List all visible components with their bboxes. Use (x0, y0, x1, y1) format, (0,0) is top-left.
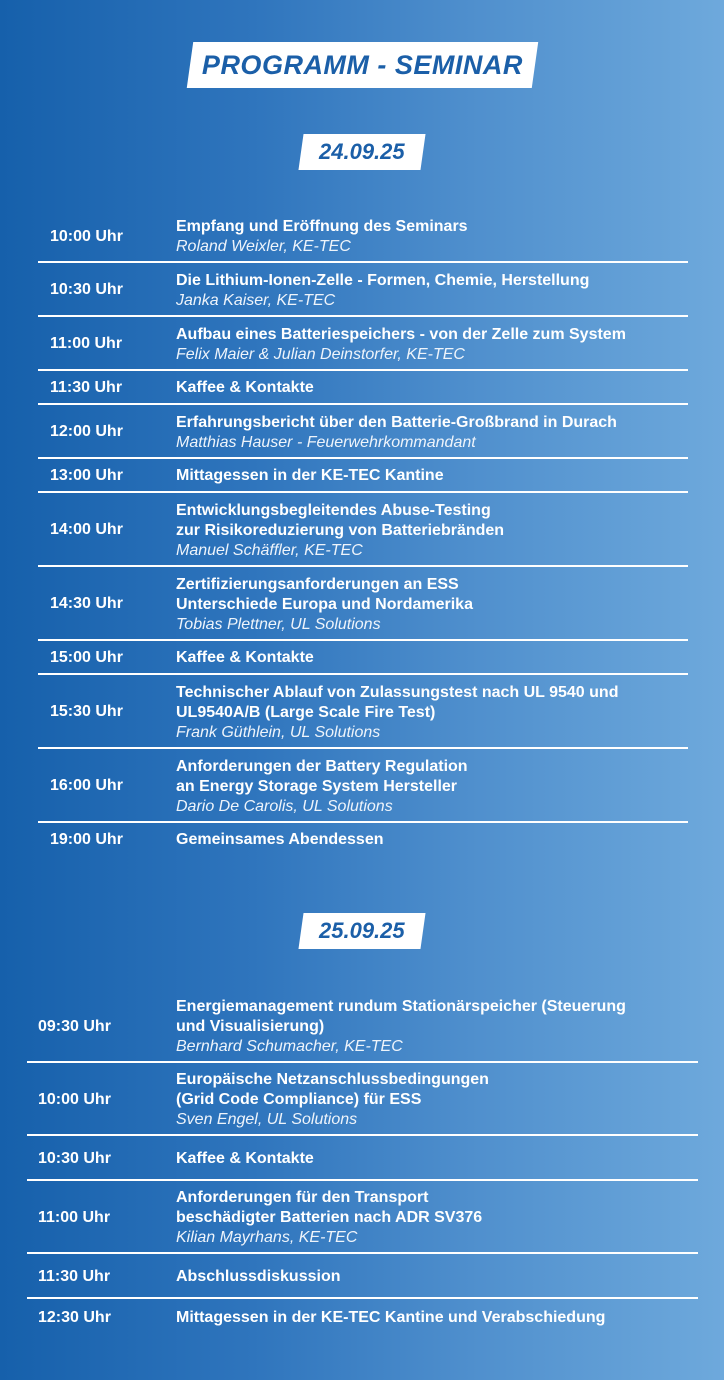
session-speaker: Sven Engel, UL Solutions (176, 1111, 358, 1128)
schedule-row (38, 371, 688, 405)
session-time: 15:00 Uhr (50, 649, 123, 666)
schedule-row (38, 675, 688, 749)
session-content (176, 378, 688, 398)
day2-schedule (27, 990, 698, 1336)
session-time: 10:00 Uhr (50, 227, 123, 245)
session-content (176, 501, 688, 560)
session-speaker: Frank Güthlein, UL Solutions (176, 723, 381, 741)
session-title-line: an Energy Storage System Hersteller (176, 777, 458, 795)
session-time: 11:00 Uhr (50, 335, 123, 352)
session-time: 10:30 Uhr (38, 1149, 111, 1167)
session-content (176, 997, 698, 1056)
session-title-line: Kaffee & Kontakte (176, 379, 314, 396)
session-title-line: Entwicklungsbegleitendes Abuse-Testing (176, 501, 491, 519)
day1-schedule (38, 210, 688, 857)
program-title: PROGRAMM - SEMINAR (202, 49, 523, 80)
session-content (176, 1070, 698, 1129)
session-title-line: Mittagessen in der KE-TEC Kantine (176, 467, 444, 484)
session-title-line: Aufbau eines Batteriespeichers - von der Zelle zum System (176, 325, 626, 343)
session-title-line: Abschlussdiskussion (176, 1267, 341, 1285)
schedule-row (38, 317, 688, 371)
session-time: 09:30 Uhr (38, 1017, 111, 1035)
session-title-line: Kaffee & Kontakte (176, 649, 314, 666)
session-title-line: Unterschiede Europa und Nordamerika (176, 595, 473, 613)
session-content (176, 683, 688, 742)
session-title-line: Energiemanagement rundum Stationärspeicher (Steuerung (176, 998, 626, 1015)
session-time: 11:00 Uhr (38, 1208, 111, 1226)
session-time: 15:30 Uhr (50, 703, 123, 720)
session-speaker: Manuel Schäffler, KE-TEC (176, 541, 363, 559)
session-speaker: Tobias Plettner, UL Solutions (176, 615, 381, 633)
schedule-row (38, 823, 688, 857)
session-content (176, 1188, 698, 1247)
session-title-line: Technischer Ablauf von Zulassungstest nach UL 9540 und (176, 683, 619, 701)
session-title-line: Mittagessen in der KE-TEC Kantine und Verabschiedung (176, 1308, 606, 1326)
program-title-banner (187, 42, 538, 88)
session-time: 16:00 Uhr (50, 777, 123, 794)
session-time: 13:00 Uhr (50, 467, 123, 484)
session-content (176, 325, 688, 364)
session-content (176, 413, 688, 452)
session-title-line: UL9540A/B (Large Scale Fire Test) (176, 703, 436, 721)
session-time: 19:00 Uhr (50, 831, 123, 848)
schedule-row (38, 263, 688, 317)
day1-date-banner (298, 134, 425, 170)
schedule-row (27, 1063, 698, 1136)
session-speaker: Matthias Hauser - Feuerwehrkommandant (176, 433, 476, 451)
schedule-row (27, 1299, 698, 1336)
session-time: 11:30 Uhr (50, 379, 123, 396)
session-content (176, 757, 688, 816)
session-time: 11:30 Uhr (38, 1267, 111, 1285)
session-content (176, 1308, 698, 1328)
session-speaker: Dario De Carolis, UL Solutions (176, 797, 393, 815)
session-title-line: und Visualisierung) (176, 1018, 325, 1035)
schedule-row (38, 641, 688, 675)
session-speaker: Kilian Mayrhans, KE-TEC (176, 1229, 358, 1246)
session-content (176, 575, 688, 634)
session-speaker: Bernhard Schumacher, KE-TEC (176, 1038, 403, 1055)
session-content (176, 466, 688, 486)
session-title-line: Zertifizierungsanforderungen an ESS (176, 575, 459, 593)
schedule-row (38, 210, 688, 263)
schedule-row (27, 1254, 698, 1299)
session-title-line: Gemeinsames Abendessen (176, 831, 384, 848)
session-content (176, 1149, 698, 1169)
schedule-row (27, 1181, 698, 1254)
schedule-row (27, 990, 698, 1063)
session-title-line: Erfahrungsbericht über den Batterie-Großbrand in Durach (176, 413, 617, 431)
schedule-row (38, 749, 688, 823)
session-time: 12:30 Uhr (38, 1308, 111, 1326)
session-content (176, 830, 688, 850)
session-time: 12:00 Uhr (50, 423, 123, 440)
session-title-line: zur Risikoreduzierung von Batteriebränden (176, 521, 505, 539)
day2-date: 25.09.25 (319, 918, 405, 943)
day1-date: 24.09.25 (319, 139, 405, 164)
session-title-line: Europäische Netzanschlussbedingungen (176, 1071, 489, 1088)
session-content (176, 217, 688, 256)
session-title-line: (Grid Code Compliance) für ESS (176, 1091, 422, 1108)
session-speaker: Janka Kaiser, KE-TEC (176, 291, 336, 309)
schedule-row (38, 493, 688, 567)
schedule-row (38, 405, 688, 459)
session-speaker: Roland Weixler, KE-TEC (176, 238, 351, 255)
session-time: 10:00 Uhr (38, 1090, 111, 1108)
session-title-line: Kaffee & Kontakte (176, 1149, 314, 1167)
day2-date-banner (298, 913, 425, 949)
session-title-line: beschädigter Batterien nach ADR SV376 (176, 1209, 483, 1226)
session-time: 10:30 Uhr (50, 281, 123, 298)
session-title-line: Empfang und Eröffnung des Seminars (176, 218, 468, 235)
session-time: 14:30 Uhr (50, 595, 123, 612)
session-content (176, 1267, 698, 1287)
session-time: 14:00 Uhr (50, 521, 123, 538)
schedule-row (38, 459, 688, 493)
schedule-row (27, 1136, 698, 1181)
schedule-row (38, 567, 688, 641)
session-speaker: Felix Maier & Julian Deinstorfer, KE-TEC (176, 345, 465, 363)
session-content (176, 271, 688, 310)
session-title-line: Anforderungen der Battery Regulation (176, 757, 468, 775)
session-title-line: Die Lithium-Ionen-Zelle - Formen, Chemie, Herstellung (176, 271, 590, 289)
session-content (176, 648, 688, 668)
session-title-line: Anforderungen für den Transport (176, 1189, 429, 1206)
